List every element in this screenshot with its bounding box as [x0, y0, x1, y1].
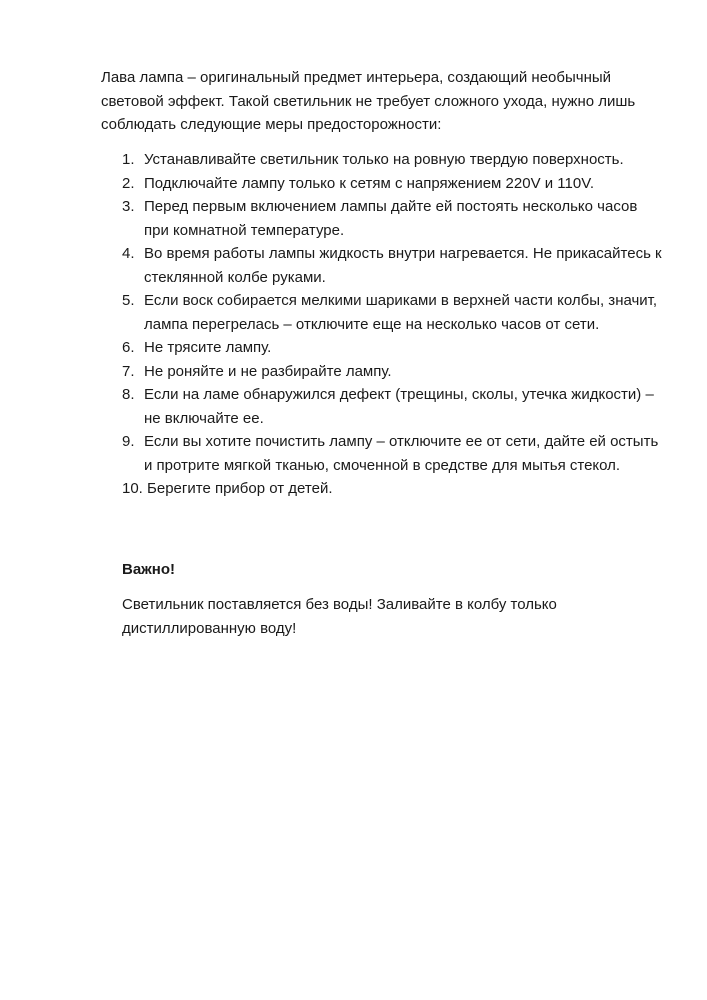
list-item — [122, 195, 662, 242]
list-item-number: 1. — [122, 151, 135, 168]
list-item-text: Во время работы лампы жидкость внутри нагревается. Не прикасайтесь к стеклянной колбе руками. — [144, 245, 662, 286]
list-item — [122, 430, 662, 477]
list-item-number: 3. — [122, 198, 135, 215]
list-item-number: 5. — [122, 292, 135, 309]
list-item-text: Если на ламе обнаружился дефект (трещины, сколы, утечка жидкости) – не включайте ее. — [144, 386, 654, 427]
list-item-text: Не роняйте и не разбирайте лампу. — [144, 362, 392, 380]
list-item-text: Если вы хотите почистить лампу – отключите ее от сети, дайте ей остыть и протрите мягкой тканью, смоченной в средстве для мытья стекол. — [144, 433, 659, 474]
important-heading: Важно! — [122, 561, 176, 578]
intro-paragraph: Лава лампа – оригинальный предмет интерьера, создающий необычный световой эффект. Такой светильник не требует сложного ухода, нужно лишь соблюдать следующие меры предосторожности: — [101, 69, 636, 133]
list-item — [122, 477, 662, 501]
list-item — [122, 148, 662, 172]
list-item-number: 4. — [122, 245, 135, 262]
list-item — [122, 383, 662, 430]
list-item-number: 2. — [122, 174, 135, 192]
list-item-number: 10. — [122, 480, 143, 497]
list-item-text: Подключайте лампу только к сетям с напряжением 220V и 110V. — [144, 174, 594, 192]
list-item-text: Устанавливайте светильник только на ровную твердую поверхность. — [144, 151, 624, 168]
list-item-text: Перед первым включением лампы дайте ей постоять несколько часов при комнатной температуре. — [144, 198, 638, 239]
list-item-number: 7. — [122, 362, 135, 380]
precautions-list — [122, 148, 662, 501]
list-item — [122, 172, 662, 196]
list-item-text: Берегите прибор от детей. — [147, 480, 333, 497]
list-item — [122, 289, 662, 336]
list-item-number: 8. — [122, 386, 135, 403]
list-item-text: Если воск собирается мелкими шариками в верхней части колбы, значит, лампа перегрелась – отключите еще на несколько часов от сети. — [144, 292, 658, 333]
list-item-number: 6. — [122, 339, 135, 356]
important-note: Светильник поставляется без воды! Заливайте в колбу только дистиллированную воду! — [122, 596, 557, 637]
list-item — [122, 360, 662, 384]
list-item — [122, 242, 662, 289]
list-item-number: 9. — [122, 433, 135, 450]
list-item — [122, 336, 662, 360]
list-item-text: Не трясите лампу. — [144, 339, 272, 356]
